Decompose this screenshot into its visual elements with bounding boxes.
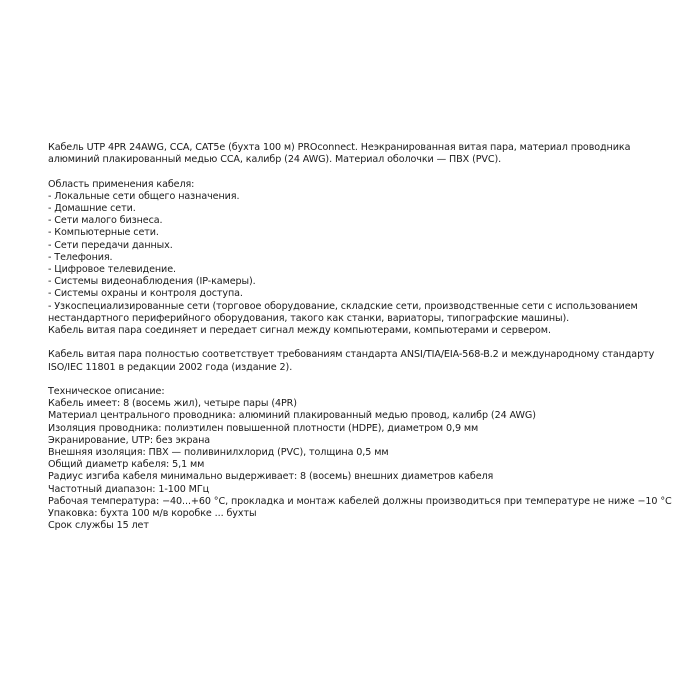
intro-text: Кабель UTP 4PR 24AWG, CCA, CAT5e (бухта 100 м) PROconnect. Неэкранированная витая пара, материал проводника алюминий плакированный медью CCA, калибр (24 AWG). Материал оболочки — ПВХ (PVC). bbox=[48, 142, 631, 166]
list-item: - Цифровое телевидение. bbox=[48, 264, 176, 276]
spec-line: Экранирование, UTP: без экрана bbox=[48, 434, 211, 446]
spec-line: Частотный диапазон: 1-100 МГц bbox=[48, 483, 210, 495]
spec-line: Радиус изгиба кабеля минимально выдерживает: 8 (восемь) внешних диаметров кабеля bbox=[48, 471, 494, 483]
application-heading: Область применения кабеля: bbox=[48, 178, 195, 190]
list-item: - Компьютерные сети. bbox=[48, 227, 159, 239]
specs-section bbox=[48, 386, 672, 532]
application-summary: Кабель витая пара соединяет и передает сигнал между компьютерами, компьютерами и сервером. bbox=[48, 325, 551, 337]
list-item: - Локальные сети общего назначения. bbox=[48, 190, 240, 202]
application-section bbox=[48, 179, 668, 338]
list-item: - Сети передачи данных. bbox=[48, 239, 173, 251]
spec-line: Внешняя изоляция: ПВХ — поливинилхлорид (PVC), толщина 0,5 мм bbox=[48, 447, 389, 459]
product-description bbox=[48, 142, 672, 545]
list-item: - Узкоспециализированные сети (торговое оборудование, складские сети, производственные сети с использованием нестандартного периферийного оборудования, такого как станки, вариаторы, типографские машины). bbox=[48, 300, 638, 324]
spec-line: Изоляция проводника: полиэтилен повышенной плотности (HDPE), диаметром 0,9 мм bbox=[48, 422, 479, 434]
spec-line: Упаковка: бухта 100 м/в коробке ... бухты bbox=[48, 508, 257, 520]
intro-paragraph bbox=[48, 142, 668, 166]
spec-line: Общий диаметр кабеля: 5,1 мм bbox=[48, 459, 205, 471]
list-item: - Системы видеонаблюдения (IP-камеры). bbox=[48, 276, 256, 288]
spec-line: Срок службы 15 лет bbox=[48, 520, 149, 532]
specs-heading: Техническое описание: bbox=[48, 386, 165, 398]
spec-line: Материал центрального проводника: алюминий плакированный медью провод, калибр (24 AWG) bbox=[48, 410, 536, 422]
standards-text: Кабель витая пара полностью соответствует требованиям стандарта ANSI/TIA/EIA-568-B.2 и международному стандарту ISO/IEC 11801 в редакции 2002 года (издание 2). bbox=[48, 349, 655, 373]
list-item: - Домашние сети. bbox=[48, 203, 136, 214]
list-item: - Системы охраны и контроля доступа. bbox=[48, 288, 243, 300]
list-item: - Сети малого бизнеса. bbox=[48, 215, 163, 227]
spec-line: Рабочая температура: −40...+60 °C, прокладка и монтаж кабелей должны производиться при температуре не ниже −10 °C bbox=[48, 495, 672, 507]
spec-line: Кабель имеет: 8 (восемь жил), четыре пары (4PR) bbox=[48, 398, 297, 410]
standards-paragraph bbox=[48, 349, 668, 373]
list-item: - Телефония. bbox=[48, 251, 113, 263]
